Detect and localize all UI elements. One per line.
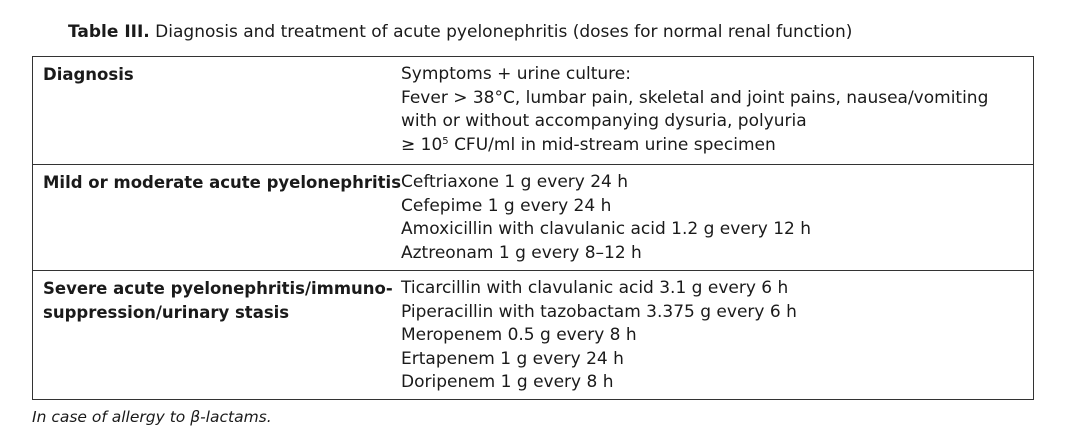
row-heading-line: Mild or moderate acute pyelonephritis xyxy=(43,173,402,192)
table-row-mild-moderate xyxy=(33,164,1033,271)
table-row-severe xyxy=(33,270,1033,399)
table-caption xyxy=(68,20,852,44)
row-heading xyxy=(43,277,393,324)
content-line: Ertapenem 1 g every 24 h xyxy=(401,348,624,369)
table-footnote: In case of allergy to β-lactams. xyxy=(32,408,272,426)
row-heading xyxy=(43,63,134,87)
content-line: Aztreonam 1 g every 8–12 h xyxy=(401,242,642,263)
row-heading-line: suppression/urinary stasis xyxy=(43,302,290,322)
row-content xyxy=(401,171,811,265)
content-line: Meropenem 0.5 g every 8 h xyxy=(401,325,637,345)
content-line: Amoxicillin with clavulanic acid 1.2 g every 12 h xyxy=(401,219,812,239)
content-line: Ticarcillin with clavulanic acid 3.1 g every 6 h xyxy=(401,278,789,298)
row-heading xyxy=(43,171,401,195)
content-line: Doripenem 1 g every 8 h xyxy=(401,372,614,392)
row-content xyxy=(401,277,797,395)
table-row-diagnosis xyxy=(33,57,1033,165)
content-line: Fever > 38°C, lumbar pain, skeletal and joint pains, nausea/vomiting xyxy=(401,87,989,108)
table-caption-text: Diagnosis and treatment of acute pyelonephritis (doses for normal renal function) xyxy=(149,22,853,42)
threshold-exponent: 5 xyxy=(442,135,449,147)
threshold-prefix: ≥ 10 xyxy=(401,134,443,155)
content-line: Symptoms + urine culture: xyxy=(401,64,631,84)
treatment-table xyxy=(32,56,1034,400)
row-content xyxy=(401,63,988,157)
content-line: Piperacillin with tazobactam 3.375 g every 6 h xyxy=(401,301,797,322)
row-heading-line: Severe acute pyelonephritis/immuno- xyxy=(43,279,393,298)
content-line: Cefepime 1 g every 24 h xyxy=(401,195,612,216)
table-caption-label: Table III. xyxy=(68,22,150,42)
row-heading-line: Diagnosis xyxy=(43,65,134,84)
threshold-unit-text: CFU/ml in mid-stream urine specimen xyxy=(454,134,776,155)
content-line: Ceftriaxone 1 g every 24 h xyxy=(401,172,629,192)
content-line-threshold xyxy=(401,134,988,158)
content-line: with or without accompanying dysuria, polyuria xyxy=(401,111,807,131)
